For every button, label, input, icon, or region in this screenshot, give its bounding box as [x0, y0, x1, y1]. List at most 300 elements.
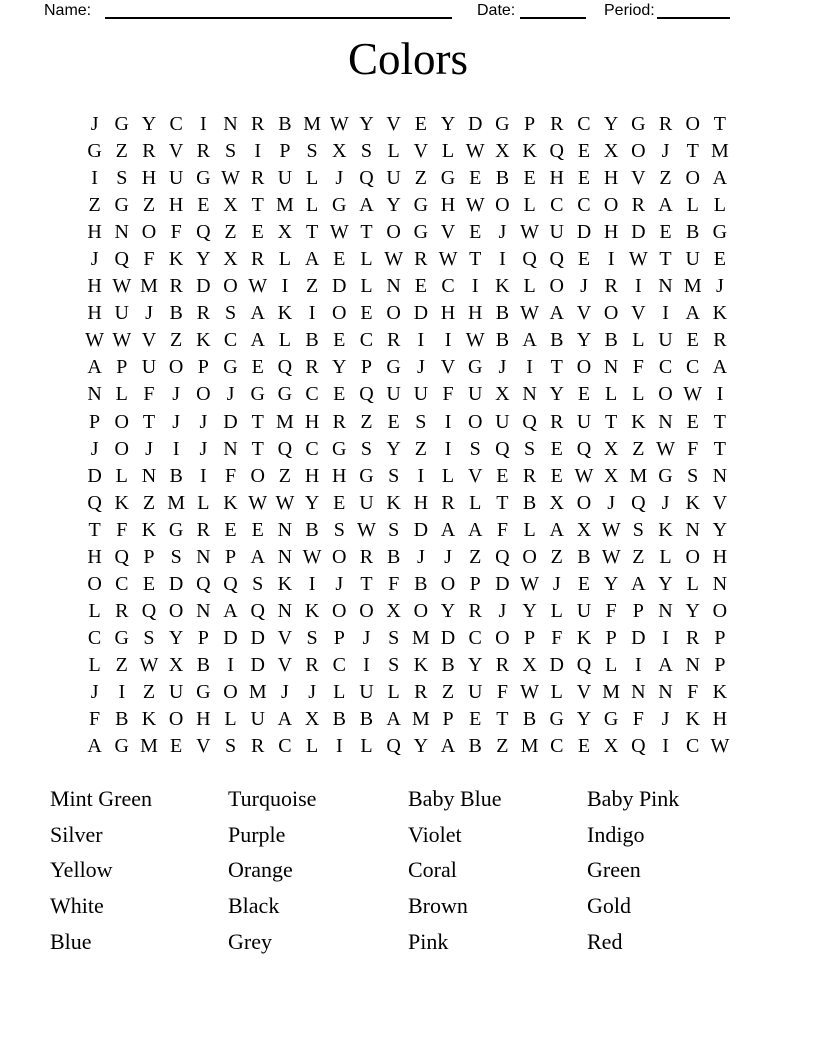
grid-row: [81, 733, 734, 760]
grid-letter: J: [661, 708, 670, 731]
grid-letter: W: [520, 221, 540, 244]
word-list-item: Turquoise: [228, 786, 317, 811]
grid-letter: H: [168, 194, 184, 217]
grid-letter: G: [440, 167, 456, 190]
grid-letter: M: [140, 275, 158, 298]
grid-letter: B: [468, 735, 482, 758]
grid-letter: O: [223, 681, 238, 703]
grid-letter: U: [250, 708, 265, 731]
grid-letter: E: [333, 383, 346, 406]
grid-letter: A: [522, 329, 537, 352]
grid-letter: O: [576, 491, 592, 514]
grid-row: [81, 436, 734, 463]
grid-letter: U: [141, 356, 157, 379]
grid-row: [81, 517, 734, 544]
grid-letter: Y: [332, 356, 347, 379]
grid-letter: S: [632, 518, 644, 541]
grid-letter: K: [413, 653, 429, 676]
grid-letter: E: [659, 221, 672, 244]
grid-letter: J: [281, 681, 289, 703]
grid-letter: L: [360, 735, 373, 758]
grid-letter: J: [199, 437, 208, 460]
grid-letter: Z: [115, 140, 128, 163]
grid-letter: T: [142, 410, 156, 433]
grid-letter: Y: [386, 194, 401, 217]
grid-row: [81, 273, 734, 300]
grid-letter: M: [411, 626, 430, 649]
grid-letter: S: [388, 464, 400, 487]
grid-letter: V: [631, 302, 646, 325]
grid-letter: F: [687, 437, 699, 460]
grid-letter: W: [520, 572, 540, 595]
grid-letter: O: [359, 599, 374, 622]
grid-letter: K: [277, 302, 293, 325]
grid-letter: Z: [142, 491, 156, 514]
grid-letter: E: [333, 491, 346, 514]
grid-letter: J: [661, 140, 670, 163]
grid-letter: O: [440, 572, 456, 595]
word-list-column: [228, 781, 316, 960]
grid-letter: R: [550, 410, 564, 433]
grid-letter: N: [631, 681, 646, 703]
grid-letter: X: [304, 708, 320, 731]
grid-letter: F: [224, 464, 237, 487]
grid-letter: F: [143, 383, 155, 406]
grid-letter: P: [333, 626, 345, 649]
grid-letter: E: [550, 437, 563, 460]
grid-letter: D: [413, 518, 429, 541]
word-list-item: Grey: [228, 928, 272, 954]
grid-letter: B: [495, 167, 510, 190]
grid-letter: Z: [278, 464, 292, 487]
grid-row: [81, 544, 734, 571]
grid-letter: C: [305, 383, 319, 406]
grid-letter: C: [115, 572, 129, 595]
grid-letter: J: [661, 491, 670, 514]
grid-letter: O: [631, 140, 646, 163]
date-label: Date:: [477, 2, 516, 19]
grid-letter: R: [414, 681, 428, 703]
grid-letter: D: [413, 302, 429, 325]
grid-letter: N: [603, 356, 619, 379]
grid-letter: X: [495, 383, 510, 406]
grid-letter: E: [469, 167, 482, 190]
grid-letter: L: [387, 681, 400, 703]
grid-letter: I: [281, 275, 289, 298]
grid-letter: L: [360, 248, 373, 271]
grid-letter: O: [495, 194, 510, 217]
grid-letter: A: [631, 572, 646, 595]
grid-letter: V: [196, 735, 211, 758]
grid-letter: Q: [87, 491, 102, 514]
grid-letter: N: [223, 113, 238, 136]
grid-letter: T: [496, 708, 509, 731]
grid-letter: O: [603, 302, 619, 325]
grid-letter: V: [141, 329, 157, 352]
grid-letter: Y: [603, 113, 619, 136]
grid-letter: X: [277, 221, 293, 244]
grid-letter: E: [577, 167, 591, 190]
grid-letter: Z: [496, 735, 509, 758]
grid-row: [81, 192, 734, 219]
grid-letter: A: [712, 356, 728, 379]
grid-letter: L: [441, 140, 455, 163]
grid-letter: S: [388, 626, 400, 649]
grid-letter: K: [495, 275, 510, 298]
grid-letter: T: [713, 113, 727, 136]
grid-letter: E: [360, 302, 373, 325]
grid-letter: F: [116, 518, 128, 541]
grid-letter: A: [440, 518, 456, 541]
grid-letter: U: [359, 491, 374, 514]
grid-letter: S: [170, 545, 182, 568]
grid-letter: V: [631, 167, 646, 190]
grid-letter: A: [87, 735, 102, 758]
grid-letter: K: [576, 626, 592, 649]
grid-letter: R: [713, 329, 727, 352]
grid-letter: E: [577, 248, 591, 271]
grid-letter: N: [712, 572, 728, 595]
grid-letter: C: [305, 437, 319, 460]
grid-letter: N: [386, 275, 401, 298]
grid-letter: R: [305, 653, 319, 676]
grid-letter: K: [712, 681, 728, 703]
grid-letter: W: [683, 383, 703, 406]
grid-letter: Q: [549, 248, 564, 271]
grid-letter: I: [662, 626, 669, 649]
grid-letter: C: [441, 275, 455, 298]
grid-letter: I: [635, 653, 642, 676]
grid-letter: Z: [632, 545, 645, 568]
grid-letter: T: [360, 572, 373, 595]
grid-letter: L: [469, 491, 482, 514]
grid-letter: V: [277, 626, 293, 649]
word-list-item: Baby Blue: [408, 786, 502, 811]
grid-row: [81, 598, 734, 625]
grid-letter: B: [332, 708, 346, 731]
grid-letter: W: [601, 518, 621, 541]
grid-letter: E: [224, 518, 237, 541]
grid-letter: J: [552, 572, 561, 595]
grid-row: [81, 490, 734, 517]
word-list-item: Purple: [228, 821, 286, 847]
grid-letter: W: [302, 545, 322, 568]
grid-letter: R: [169, 275, 183, 298]
grid-letter: C: [359, 329, 374, 352]
grid-letter: I: [444, 329, 452, 352]
grid-letter: Q: [277, 356, 293, 379]
grid-letter: J: [444, 545, 452, 568]
grid-letter: I: [607, 248, 615, 271]
grid-letter: B: [550, 329, 564, 352]
grid-letter: Y: [658, 572, 673, 595]
grid-letter: F: [170, 221, 182, 244]
word-list-item: Indigo: [587, 821, 645, 847]
grid-letter: M: [629, 464, 648, 487]
grid-letter: L: [605, 653, 618, 676]
grid-letter: P: [224, 545, 237, 568]
grid-letter: Z: [88, 194, 101, 217]
grid-letter: D: [495, 572, 510, 595]
grid-letter: T: [550, 356, 563, 379]
grid-letter: I: [308, 302, 316, 325]
grid-letter: W: [248, 275, 268, 298]
grid-letter: Q: [576, 437, 592, 460]
word-list-item: Baby Pink: [587, 786, 680, 811]
grid-letter: H: [87, 221, 102, 244]
grid-letter: E: [197, 194, 210, 217]
grid-letter: S: [333, 518, 345, 541]
grid-letter: B: [305, 329, 319, 352]
grid-letter: E: [496, 464, 509, 487]
grid-letter: L: [686, 194, 699, 217]
grid-letter: Y: [168, 626, 184, 649]
grid-letter: N: [658, 275, 673, 298]
grid-letter: A: [250, 302, 265, 325]
word-list-column: [587, 781, 679, 960]
grid-letter: U: [168, 167, 184, 190]
grid-letter: A: [304, 248, 320, 271]
grid-letter: R: [251, 167, 265, 190]
grid-letter: F: [632, 356, 644, 379]
grid-letter: W: [221, 167, 240, 190]
grid-letter: J: [199, 410, 208, 433]
grid-letter: I: [635, 275, 642, 298]
grid-letter: W: [656, 437, 675, 460]
grid-letter: I: [363, 653, 370, 676]
grid-letter: R: [251, 735, 265, 758]
grid-letter: G: [359, 464, 374, 487]
grid-letter: L: [632, 383, 645, 406]
grid-letter: Y: [712, 518, 728, 541]
grid-letter: R: [550, 113, 564, 136]
grid-letter: T: [713, 410, 727, 433]
grid-letter: R: [522, 464, 537, 487]
grid-letter: O: [114, 437, 129, 460]
grid-letter: G: [277, 383, 293, 406]
grid-letter: W: [112, 329, 132, 352]
grid-letter: N: [196, 545, 211, 568]
grid-letter: L: [659, 545, 672, 568]
grid-letter: R: [332, 410, 346, 433]
grid-letter: V: [712, 491, 728, 514]
grid-letter: D: [250, 626, 265, 649]
grid-letter: R: [359, 545, 374, 568]
word-list-item: Pink: [408, 928, 449, 954]
grid-letter: S: [360, 437, 373, 460]
grid-letter: Z: [414, 167, 427, 190]
grid-letter: J: [362, 626, 371, 649]
grid-letter: L: [197, 491, 210, 514]
grid-letter: U: [576, 410, 592, 433]
grid-letter: L: [88, 653, 101, 676]
grid-letter: X: [495, 140, 510, 163]
grid-letter: H: [413, 491, 429, 514]
grid-letter: J: [90, 113, 99, 136]
grid-letter: L: [333, 681, 346, 703]
grid-letter: P: [442, 708, 454, 731]
word-list-item: Yellow: [50, 857, 113, 883]
grid-letter: N: [685, 653, 700, 676]
grid-letter: Y: [685, 599, 700, 622]
grid-letter: H: [196, 708, 211, 731]
grid-letter: E: [251, 518, 264, 541]
grid-letter: U: [576, 599, 592, 622]
grid-letter: F: [89, 708, 101, 731]
grid-letter: L: [305, 167, 319, 190]
grid-letter: P: [714, 626, 726, 649]
grid-letter: K: [114, 491, 129, 514]
grid-letter: V: [576, 681, 592, 703]
word-list-item: Violet: [408, 821, 462, 847]
grid-letter: X: [603, 735, 619, 758]
grid-letter: M: [411, 708, 430, 731]
grid-letter: Q: [359, 167, 374, 190]
grid-letter: M: [276, 194, 294, 217]
grid-letter: Y: [386, 437, 401, 460]
word-list-item: Mint Green: [50, 786, 153, 811]
grid-letter: R: [115, 599, 129, 622]
grid-letter: A: [658, 194, 673, 217]
grid-letter: B: [169, 464, 183, 487]
grid-letter: Q: [277, 437, 293, 460]
grid-letter: B: [169, 302, 183, 325]
grid-letter: O: [332, 599, 347, 622]
grid-letter: Y: [196, 248, 211, 271]
grid-letter: S: [143, 626, 155, 649]
grid-letter: Y: [467, 653, 483, 676]
grid-letter: R: [142, 140, 156, 163]
grid-letter: D: [250, 653, 265, 676]
period-label: Period:: [604, 2, 655, 19]
grid-letter: K: [658, 518, 673, 541]
grid-letter: K: [141, 708, 157, 731]
grid-letter: S: [224, 302, 237, 325]
grid-letter: W: [710, 735, 730, 758]
grid-row: [81, 625, 734, 652]
grid-letter: O: [250, 464, 265, 487]
grid-letter: V: [440, 356, 456, 379]
word-list-item: Coral: [408, 857, 457, 883]
grid-letter: I: [172, 437, 180, 460]
grid-letter: D: [332, 275, 347, 298]
grid-letter: U: [549, 221, 564, 244]
grid-letter: D: [631, 221, 646, 244]
grid-letter: K: [685, 708, 700, 731]
grid-letter: J: [145, 437, 153, 460]
grid-letter: B: [359, 708, 374, 731]
grid-letter: J: [226, 383, 235, 406]
grid-letter: H: [603, 221, 619, 244]
grid-row: [81, 706, 734, 733]
grid-letter: E: [577, 572, 591, 595]
grid-letter: Y: [304, 491, 320, 514]
grid-letter: K: [386, 491, 401, 514]
word-list-item: Silver: [50, 821, 103, 847]
grid-letter: T: [251, 410, 264, 433]
grid-letter: Z: [115, 653, 128, 676]
grid-letter: O: [223, 275, 238, 298]
period-blank-line: [657, 2, 730, 19]
grid-letter: W: [248, 491, 268, 514]
grid-letter: B: [522, 708, 537, 731]
grid-letter: E: [577, 735, 591, 758]
grid-letter: J: [145, 302, 153, 325]
grid-letter: G: [250, 383, 265, 406]
grid-letter: E: [469, 221, 482, 244]
grid-letter: A: [440, 735, 456, 758]
grid-letter: E: [686, 410, 699, 433]
grid-letter: J: [335, 572, 344, 595]
grid-letter: D: [467, 113, 483, 136]
grid-letter: O: [685, 113, 700, 136]
grid-letter: N: [658, 681, 673, 703]
grid-letter: L: [305, 735, 319, 758]
grid-letter: P: [279, 140, 291, 163]
grid-letter: J: [172, 383, 181, 406]
grid-letter: V: [576, 302, 592, 325]
word-list-item: Red: [587, 928, 623, 954]
grid-letter: P: [197, 626, 209, 649]
grid-letter: P: [469, 572, 481, 595]
grid-letter: E: [414, 113, 427, 136]
grid-letter: H: [87, 302, 102, 325]
grid-letter: Q: [196, 221, 211, 244]
grid-letter: P: [143, 545, 155, 568]
grid-letter: F: [632, 708, 644, 731]
grid-letter: G: [603, 708, 619, 731]
grid-letter: U: [386, 167, 401, 190]
grid-letter: B: [115, 708, 129, 731]
grid-letter: M: [683, 275, 702, 298]
grid-letter: K: [712, 302, 728, 325]
grid-letter: A: [359, 194, 374, 217]
grid-letter: K: [522, 140, 537, 163]
grid-letter: N: [277, 545, 293, 568]
grid-letter: H: [141, 167, 157, 190]
grid-letter: V: [168, 140, 184, 163]
grid-letter: W: [520, 302, 540, 325]
grid-letter: X: [332, 140, 347, 163]
grid-letter: I: [499, 248, 506, 271]
grid-letter: X: [603, 140, 619, 163]
grid-letter: S: [388, 653, 400, 676]
grid-letter: S: [252, 572, 264, 595]
grid-letter: I: [417, 329, 425, 352]
grid-letter: Y: [549, 383, 564, 406]
grid-letter: A: [277, 708, 293, 731]
grid-row: [81, 463, 734, 490]
grid-letter: V: [413, 140, 429, 163]
grid-letter: G: [196, 167, 211, 190]
grid-letter: U: [277, 167, 293, 190]
grid-letter: D: [631, 626, 646, 649]
grid-letter: V: [440, 221, 456, 244]
grid-letter: E: [333, 329, 346, 352]
grid-letter: A: [386, 708, 401, 731]
grid-letter: M: [602, 681, 621, 703]
grid-letter: H: [712, 545, 728, 568]
grid-letter: R: [468, 599, 482, 622]
grid-letter: U: [467, 681, 483, 703]
grid-letter: N: [141, 464, 157, 487]
grid-row: [81, 138, 734, 165]
grid-letter: F: [496, 518, 508, 541]
grid-letter: G: [114, 194, 129, 217]
grid-letter: U: [467, 383, 483, 406]
grid-letter: Q: [495, 437, 510, 460]
page-title: Colors: [347, 34, 468, 84]
